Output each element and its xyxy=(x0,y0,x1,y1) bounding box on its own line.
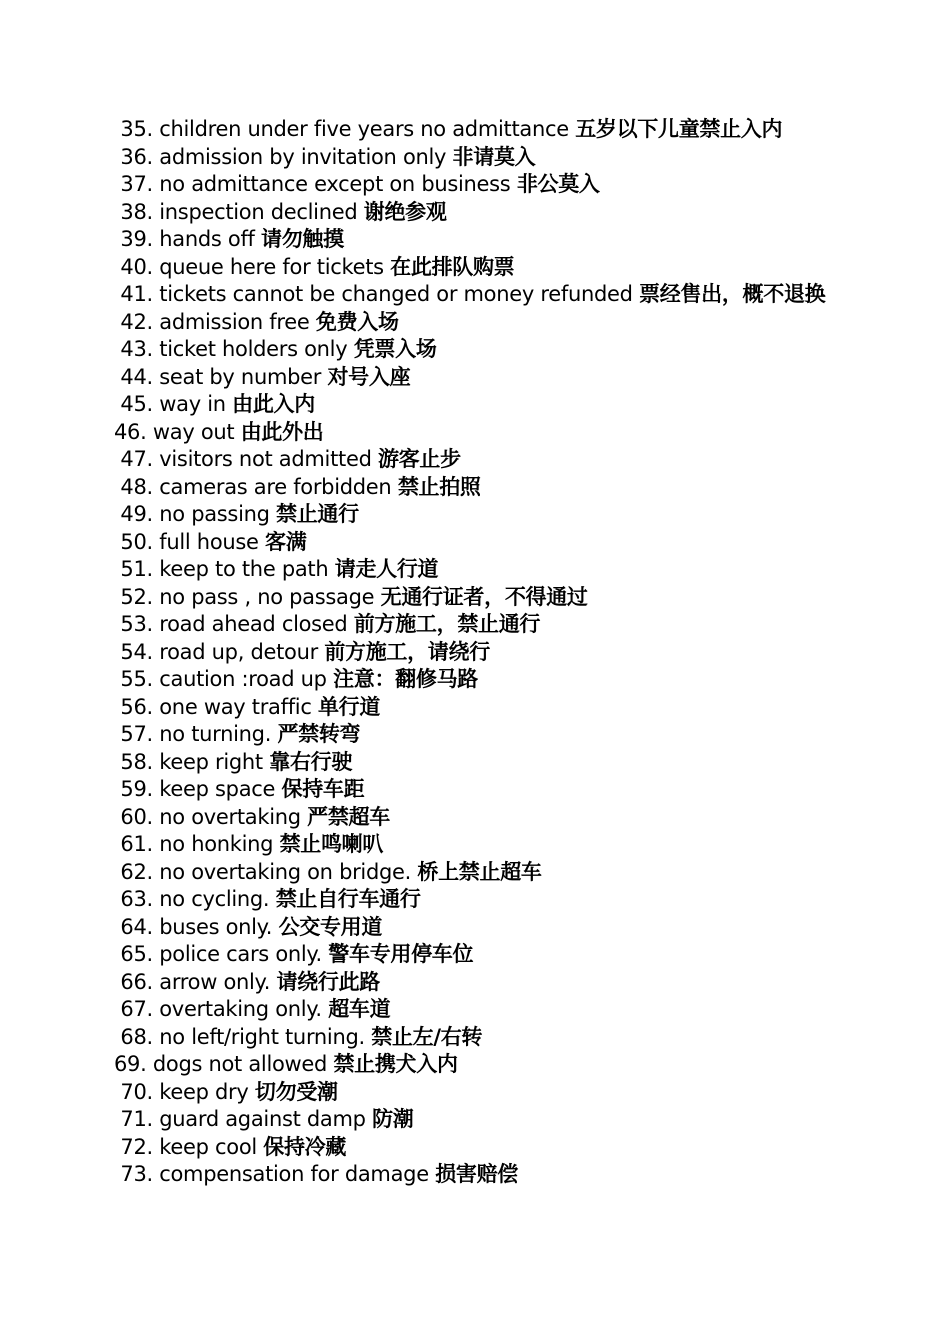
english-phrase: 53. road ahead closed xyxy=(114,612,354,636)
chinese-translation: 禁止自行车通行 xyxy=(275,887,421,911)
english-phrase: 59. keep space xyxy=(114,777,282,801)
english-phrase: 67. overtaking only. xyxy=(114,997,329,1021)
list-item xyxy=(114,914,844,942)
english-phrase: 69. dogs not allowed xyxy=(114,1052,334,1076)
chinese-translation: 严禁超车 xyxy=(307,804,390,829)
chinese-translation: 五岁以下儿童禁止入内 xyxy=(575,117,783,141)
chinese-translation: 超车道 xyxy=(328,997,391,1021)
chinese-translation: 在此排队购票 xyxy=(390,254,515,279)
chinese-translation: 禁止鸣喇叭 xyxy=(279,832,384,856)
list-item xyxy=(114,721,844,749)
english-phrase: 62. no overtaking on bridge. xyxy=(114,859,418,884)
english-phrase: 66. arrow only. xyxy=(114,969,277,994)
english-phrase: 51. keep to the path xyxy=(114,557,335,581)
chinese-translation: 由此外出 xyxy=(240,419,324,444)
english-phrase: 37. no admittance except on business xyxy=(114,172,517,196)
english-phrase: 60. no overtaking xyxy=(114,804,308,829)
chinese-translation: 前方施工，请绕行 xyxy=(324,639,490,664)
list-item xyxy=(114,556,844,584)
list-item xyxy=(114,969,844,997)
english-phrase: 54. road up, detour xyxy=(114,639,325,664)
list-item xyxy=(114,171,844,199)
list-item xyxy=(114,199,844,227)
chinese-translation: 请绕行此路 xyxy=(276,969,380,994)
english-phrase: 50. full house xyxy=(114,529,266,554)
chinese-translation: 桥上禁止超车 xyxy=(417,859,542,884)
chinese-translation: 票经售出，概不退换 xyxy=(639,282,826,306)
list-item xyxy=(114,996,844,1024)
list-item xyxy=(114,364,844,392)
list-item xyxy=(114,1051,844,1079)
list-item xyxy=(114,1079,844,1107)
list-item xyxy=(114,309,844,337)
chinese-translation: 禁止左/右转 xyxy=(371,1024,483,1049)
chinese-translation: 损害赔偿 xyxy=(435,1162,518,1186)
chinese-translation: 警车专用停车位 xyxy=(328,942,474,966)
list-item xyxy=(114,666,844,694)
list-item xyxy=(114,611,844,639)
list-item xyxy=(114,1024,844,1052)
chinese-translation: 非公莫入 xyxy=(516,172,600,196)
english-phrase: 55. caution :road up xyxy=(114,667,334,691)
chinese-translation: 防潮 xyxy=(372,1107,414,1131)
english-phrase: 61. no honking xyxy=(114,832,280,856)
english-phrase: 71. guard against damp xyxy=(114,1107,373,1131)
list-item xyxy=(114,749,844,777)
list-item xyxy=(114,144,844,172)
list-item xyxy=(114,804,844,832)
chinese-translation: 游客止步 xyxy=(377,447,461,471)
chinese-translation: 非请莫入 xyxy=(452,144,536,169)
english-phrase: 65. police cars only. xyxy=(114,942,329,966)
english-phrase: 63. no cycling. xyxy=(114,887,276,911)
english-phrase: 42. admission free xyxy=(114,309,316,334)
english-phrase: 57. no turning. xyxy=(114,722,278,746)
chinese-translation: 请走人行道 xyxy=(334,557,439,581)
english-phrase: 35. children under five years no admittance xyxy=(114,117,576,141)
chinese-translation: 客满 xyxy=(265,529,307,554)
chinese-translation: 禁止携犬入内 xyxy=(333,1052,458,1076)
chinese-translation: 靠右行驶 xyxy=(269,749,353,774)
english-phrase: 45. way in xyxy=(114,392,233,416)
chinese-translation: 保持车距 xyxy=(281,777,365,801)
chinese-translation: 保持冷藏 xyxy=(263,1134,347,1159)
chinese-translation: 凭票入场 xyxy=(353,337,437,361)
list-item xyxy=(114,336,844,364)
english-phrase: 73. compensation for damage xyxy=(114,1162,436,1186)
list-item xyxy=(114,1134,844,1162)
list-item xyxy=(114,584,844,612)
english-phrase: 64. buses only. xyxy=(114,914,279,939)
list-item xyxy=(114,1106,844,1134)
english-phrase: 70. keep dry xyxy=(114,1079,255,1104)
english-phrase: 49. no passing xyxy=(114,502,277,526)
chinese-translation: 公交专用道 xyxy=(278,914,383,939)
chinese-translation: 谢绝参观 xyxy=(363,199,447,224)
chinese-translation: 禁止拍照 xyxy=(397,474,481,499)
chinese-translation: 注意：翻修马路 xyxy=(333,667,478,691)
list-item xyxy=(114,281,844,309)
chinese-translation: 请勿触摸 xyxy=(261,227,344,251)
english-phrase: 47. visitors not admitted xyxy=(114,447,378,471)
english-phrase: 58. keep right xyxy=(114,749,270,774)
list-item xyxy=(114,501,844,529)
chinese-translation: 免费入场 xyxy=(315,309,399,334)
list-item xyxy=(114,446,844,474)
chinese-translation: 由此入内 xyxy=(232,392,315,416)
english-phrase: 43. ticket holders only xyxy=(114,337,354,361)
english-phrase: 40. queue here for tickets xyxy=(114,254,391,279)
chinese-translation: 单行道 xyxy=(317,694,381,719)
list-item xyxy=(114,419,844,447)
english-phrase: 52. no pass , no passage xyxy=(114,584,381,609)
english-phrase: 39. hands off xyxy=(114,227,262,251)
english-phrase: 68. no left/right turning. xyxy=(114,1024,372,1049)
english-phrase: 44. seat by number xyxy=(114,364,328,389)
list-item xyxy=(114,254,844,282)
list-item xyxy=(114,886,844,914)
list-item xyxy=(114,226,844,254)
list-item xyxy=(114,831,844,859)
chinese-translation: 对号入座 xyxy=(327,364,411,389)
list-item xyxy=(114,694,844,722)
english-phrase: 38. inspection declined xyxy=(114,199,364,224)
list-item xyxy=(114,639,844,667)
chinese-translation: 前方施工，禁止通行 xyxy=(353,612,541,636)
english-phrase: 36. admission by invitation only xyxy=(114,144,453,169)
chinese-translation: 无通行证者，不得通过 xyxy=(380,584,588,609)
list-item xyxy=(114,474,844,502)
english-phrase: 48. cameras are forbidden xyxy=(114,474,398,499)
list-item xyxy=(114,859,844,887)
chinese-translation: 严禁转弯 xyxy=(277,722,361,746)
chinese-translation: 切勿受潮 xyxy=(254,1079,338,1104)
english-phrase: 46. way out xyxy=(114,419,241,444)
list-item xyxy=(114,1161,844,1189)
english-phrase: 56. one way traffic xyxy=(114,694,318,719)
english-phrase: 72. keep cool xyxy=(114,1134,264,1159)
list-item xyxy=(114,776,844,804)
list-item xyxy=(114,529,844,557)
phrase-list xyxy=(114,116,844,1189)
list-item xyxy=(114,391,844,419)
chinese-translation: 禁止通行 xyxy=(276,502,359,526)
list-item xyxy=(114,941,844,969)
list-item xyxy=(114,116,844,144)
english-phrase: 41. tickets cannot be changed or money refunded xyxy=(114,282,640,306)
